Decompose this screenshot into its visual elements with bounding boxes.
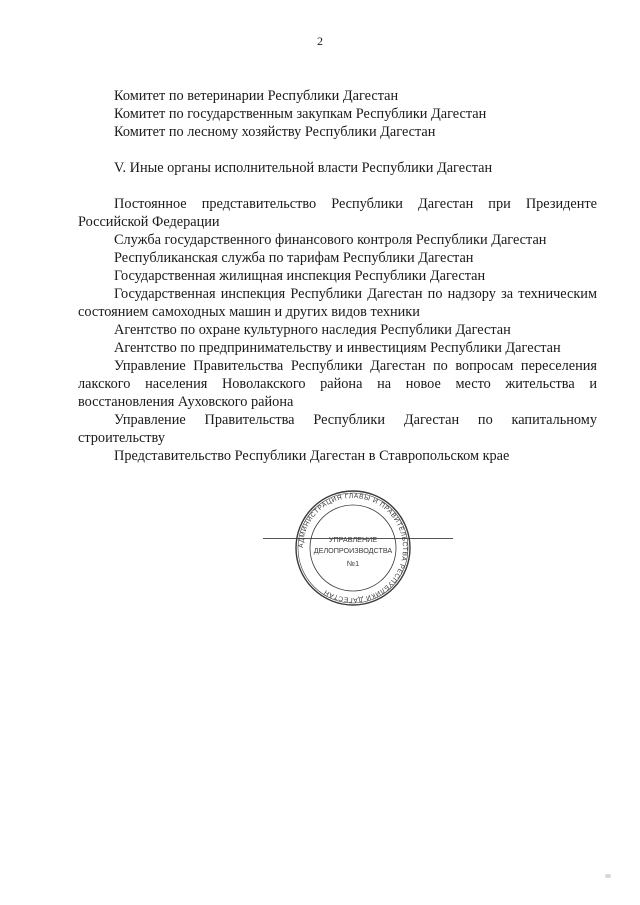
- stamp-ring-text: АДМИНИСТРАЦИЯ ГЛАВЫ И ПРАВИТЕЛЬСТВА РЕСПУБЛИКИ ДАГЕСТАН: [297, 492, 409, 604]
- scan-artifact: [605, 874, 611, 878]
- list-item-resettlement-directorate: Управление Правительства Республики Дагестан по вопросам переселения лакского населения Новолакского района на новое место жительства и восстановления Ауховского района: [78, 358, 597, 410]
- list-item-machinery-inspection: Государственная инспекция Республики Дагестан по надзору за техническим состоянием самоходных машин и других видов техники: [78, 286, 597, 320]
- stamp-line-2: ДЕЛОПРОИЗВОДСТВА: [313, 546, 393, 555]
- official-stamp-seal: [293, 488, 413, 608]
- stamp-area: [263, 488, 453, 618]
- list-item-veterinary-committee: Комитет по ветеринарии Республики Дагестан: [114, 88, 399, 104]
- list-item-tariff-service: Республиканская служба по тарифам Республики Дагестан: [114, 250, 474, 266]
- list-item-procurement-committee: Комитет по государственным закупкам Республики Дагестан: [114, 106, 487, 122]
- list-item-entrepreneurship-agency: Агентство по предпринимательству и инвестициям Республики Дагестан: [114, 340, 561, 356]
- list-item-financial-control-service: Служба государственного финансового контроля Республики Дагестан: [114, 232, 547, 248]
- list-item-construction-directorate: Управление Правительства Республики Дагестан по капитальному строительству: [78, 412, 597, 446]
- stamp-line-1: УПРАВЛЕНИЕ: [328, 535, 378, 544]
- list-item-stavropol-representation: Представительство Республики Дагестан в Ставропольском крае: [114, 448, 510, 464]
- section-heading: V. Иные органы исполнительной власти Республики Дагестан: [114, 160, 493, 176]
- list-item-permanent-representation: Постоянное представительство Республики Дагестан при Президенте Российской Федерации: [78, 196, 597, 230]
- stamp-line-3: №1: [346, 559, 360, 568]
- list-item-cultural-heritage-agency: Агентство по охране культурного наследия Республики Дагестан: [114, 322, 511, 338]
- list-item-forestry-committee: Комитет по лесному хозяйству Республики Дагестан: [114, 124, 436, 140]
- page-number: 2: [317, 34, 323, 48]
- list-item-housing-inspection: Государственная жилищная инспекция Республики Дагестан: [114, 268, 486, 284]
- document-body: [78, 87, 597, 465]
